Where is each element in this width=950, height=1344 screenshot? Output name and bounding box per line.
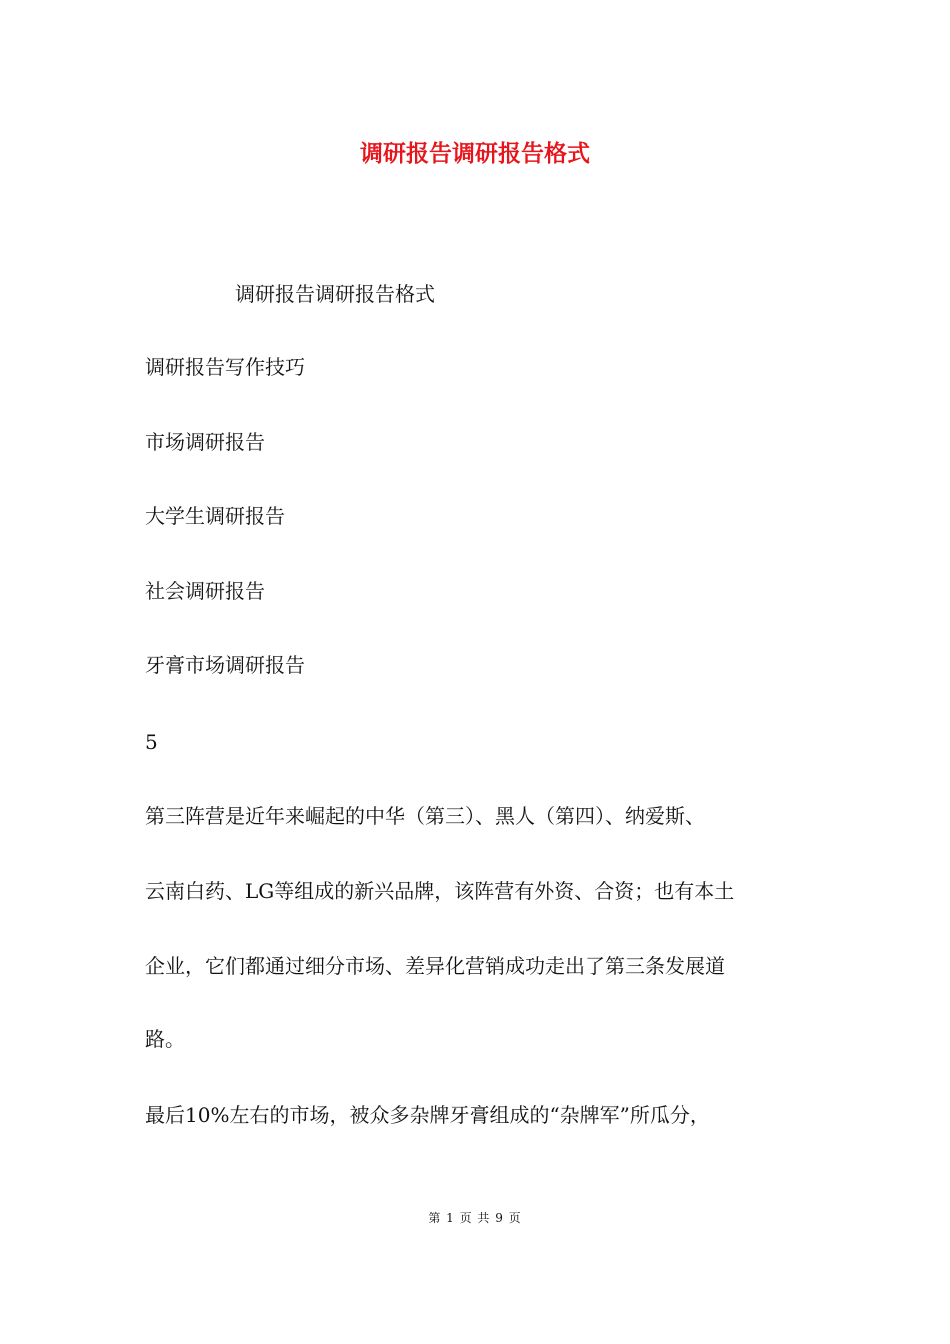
body-text-line: 企业，它们都通过细分市场、差异化营销成功走出了第三条发展道 — [145, 954, 725, 978]
body-text-line: 最后10%左右的市场，被众多杂牌牙膏组成的“杂牌军”所瓜分， — [145, 1103, 710, 1127]
list-item-writing-tips: 调研报告写作技巧 — [145, 355, 305, 379]
list-item-social-report: 社会调研报告 — [145, 579, 265, 603]
section-number: 5 — [145, 730, 158, 754]
list-item-student-report: 大学生调研报告 — [145, 504, 285, 528]
body-text-line: 第三阵营是近年来崛起的中华（第三）、黑人（第四）、纳爱斯、 — [145, 804, 705, 828]
body-text-line: 云南白药、LG等组成的新兴品牌，该阵营有外资、合资；也有本土 — [145, 879, 735, 903]
body-text-line: 路。 — [145, 1027, 185, 1051]
document-subtitle: 调研报告调研报告格式 — [235, 282, 435, 306]
document-title: 调研报告调研报告格式 — [360, 140, 590, 167]
list-item-market-report: 市场调研报告 — [145, 430, 265, 454]
page-number-footer: 第 1 页 共 9 页 — [428, 1211, 522, 1225]
list-item-toothpaste-report: 牙膏市场调研报告 — [145, 653, 305, 677]
